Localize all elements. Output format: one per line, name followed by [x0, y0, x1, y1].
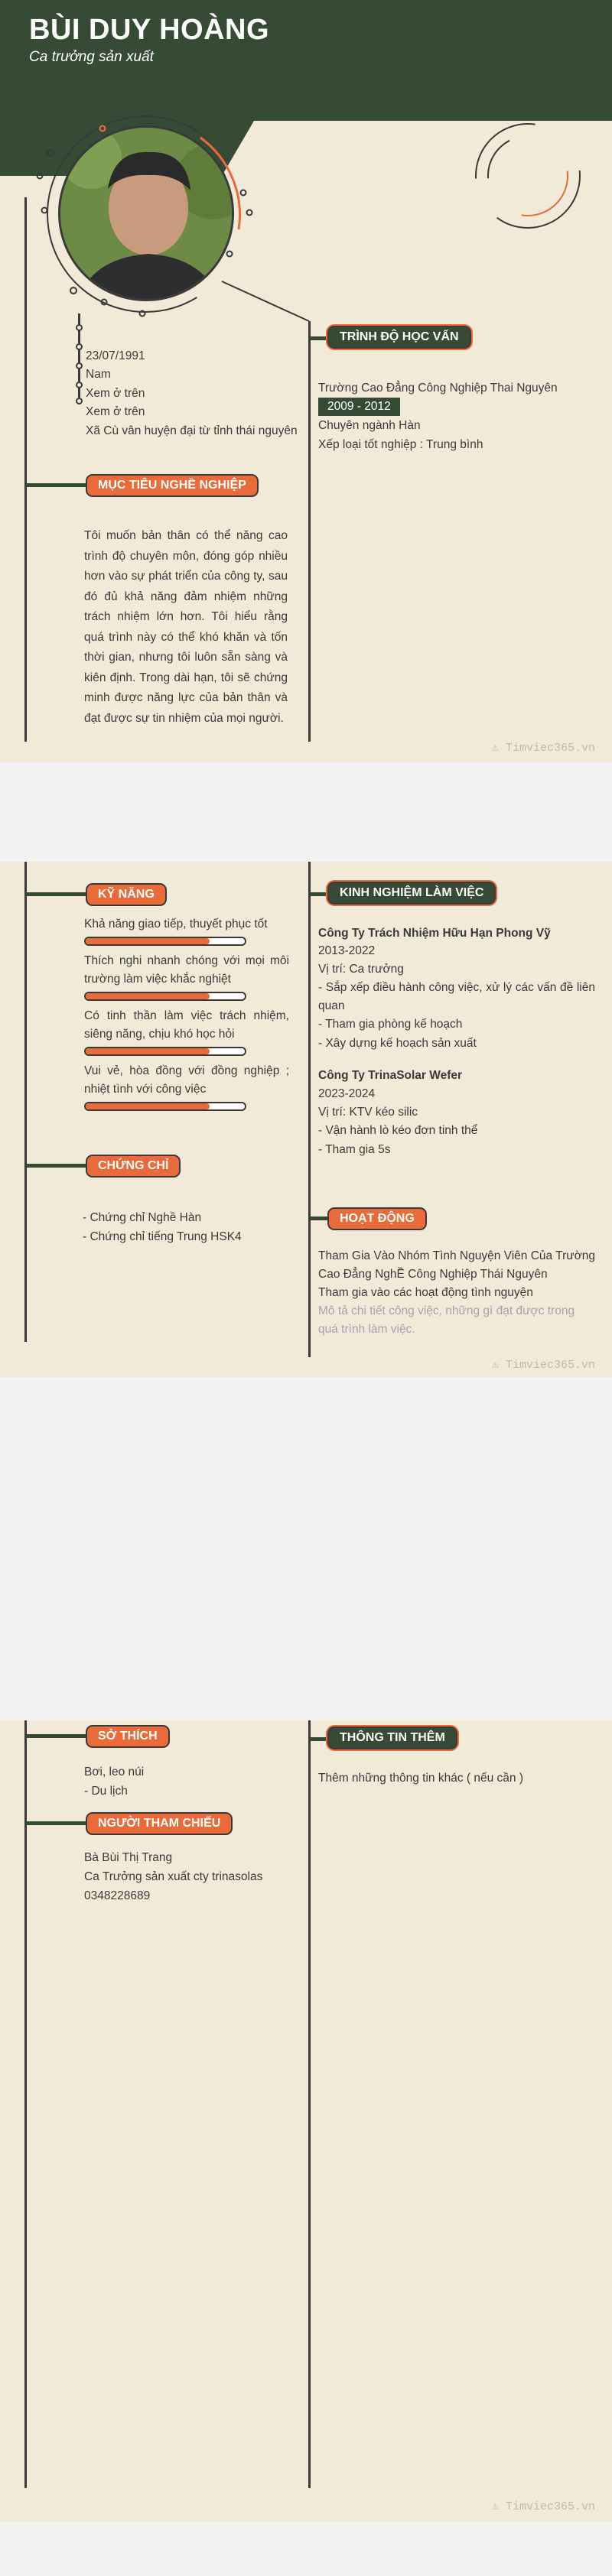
info-dot [76, 324, 83, 331]
references-connector [26, 1821, 87, 1825]
job-duty: - Xây dựng kế hoạch sản xuất [318, 1037, 477, 1050]
info-dot [76, 343, 83, 350]
job-company: Công Ty Trách Nhiệm Hữu Hạn Phong Vỹ [318, 927, 551, 940]
education-period: 2009 - 2012 [318, 398, 400, 416]
skills-heading: KỸ NĂNG [86, 883, 167, 906]
job-period: 2013-2022 [318, 944, 376, 957]
left-column-line [24, 1720, 27, 2488]
job-duty: - Tham gia 5s [318, 1143, 391, 1156]
hobby-item: Bơi, leo núi [84, 1766, 145, 1779]
watermark-text: Timviec365.vn [505, 2500, 595, 2513]
certificate-item: - Chứng chỉ tiếng Trung HSK4 [83, 1230, 242, 1243]
watermark: ⚠ Timviec365.vn [491, 1359, 595, 1372]
skill-level-bar [84, 937, 246, 946]
skill-level-bar [84, 1047, 246, 1056]
cv-page-2 [0, 862, 612, 1377]
education-grade: Xếp loại tốt nghiệp : Trung bình [318, 438, 483, 451]
left-column-line [24, 197, 27, 742]
objective-heading: MỤC TIÊU NGHỀ NGHIỆP [86, 474, 259, 497]
candidate-title: Ca trưởng sản xuất [29, 49, 154, 65]
education-heading: TRÌNH ĐỘ HỌC VẤN [327, 326, 471, 349]
cv-page-3 [0, 1720, 612, 2522]
objective-text: Tôi muốn bản thân có thể năng cao trình độ chuyên môn, đóng góp nhiều hơn vào sự phát triển của công ty, sau đó đủ khả năng đảm nhiệm những trách nhiệm lớn hơn. Tôi hiểu rằng quá trình này có thể khó khăn và tốn thời gian, nhưng tôi luôn sẵn sàng và kiên định. Trong dài hạn, tôi sẽ chứng minh được năng lực của bản thân và đạt được sự tin nhiệm của mọi người. [84, 529, 288, 725]
birthday: 23/07/1991 [86, 349, 145, 362]
skill-level-fill [86, 993, 210, 999]
avatar-placeholder-icon [60, 128, 234, 301]
more-info-text: Thêm những thông tin khác ( nếu cần ) [318, 1772, 524, 1785]
info-dot [76, 382, 83, 388]
hobby-item: - Du lịch [84, 1785, 128, 1798]
email: Xem ở trên [86, 405, 145, 418]
skill-label: Có tinh thần làm việc trách nhiệm, siêng năng, chịu khó học hỏi [84, 1009, 289, 1041]
activities-heading: HOẠT ĐỘNG [327, 1207, 427, 1230]
reference-role: Ca Trưởng sản xuất cty trinasolas [84, 1870, 263, 1883]
activities-text: Tham Gia Vào Nhóm Tình Nguyện Viên Của Trường Cao Đẳng NghỀ Công Nghiệp Thái Nguyên [318, 1249, 596, 1281]
objective-connector [26, 483, 87, 487]
education-school: Trường Cao Đẳng Công Nghiệp Thai Nguyên [318, 382, 558, 395]
watermark: ⚠ Timviec365.vn [491, 742, 595, 755]
reference-phone: 0348228689 [84, 1889, 151, 1902]
left-column-line [24, 862, 27, 1342]
skill-label: Thích nghi nhanh chóng với mọi môi trường làm việc khắc nghiệt [84, 954, 289, 986]
info-dot [76, 362, 83, 369]
skill-label: Vui vẻ, hòa đồng với đồng nghiệp ; nhiệt tình với công việc [84, 1064, 289, 1096]
certificate-item: - Chứng chỉ Nghề Hàn [83, 1211, 202, 1224]
candidate-name: BÙI DUY HOÀNG [29, 14, 270, 46]
phone: Xem ở trên [86, 387, 145, 400]
skill-level-fill [86, 1103, 210, 1109]
avatar [58, 125, 234, 301]
skill-level-fill [86, 1048, 210, 1054]
hobbies-heading: SỞ THÍCH [86, 1725, 170, 1748]
more-info-heading: THÔNG TIN THÊM [327, 1727, 457, 1749]
skill-level-bar [84, 992, 246, 1001]
certificates-connector [26, 1164, 87, 1168]
skill-level-bar [84, 1102, 246, 1111]
references-heading: NGƯỜI THAM CHIẾU [86, 1812, 233, 1835]
center-column-line [308, 1720, 311, 2488]
experience-heading: KINH NGHIỆM LÀM VIỆC [327, 882, 496, 905]
job-period: 2023-2024 [318, 1087, 376, 1100]
job-position: Vị trí: KTV kéo silic [318, 1106, 418, 1119]
skill-level-fill [86, 938, 210, 944]
watermark-text: Timviec365.vn [505, 742, 595, 755]
education-major: Chuyên ngành Hàn [318, 419, 421, 432]
job-company: Công Ty TrinaSolar Wefer [318, 1069, 463, 1082]
reference-name: Bà Bùi Thị Trang [84, 1851, 173, 1864]
center-column-line [308, 862, 311, 1357]
hobbies-connector [26, 1734, 87, 1738]
watermark: ⚠ Timviec365.vn [491, 2500, 595, 2513]
job-duty: - Tham gia phòng kế hoạch [318, 1018, 463, 1031]
cv-page-1 [0, 0, 612, 762]
certificates-heading: CHỨNG CHỈ [86, 1155, 181, 1178]
info-dot [76, 398, 83, 404]
address: Xã Cù vân huyện đại từ tỉnh thái nguyên [86, 424, 298, 437]
job-position: Vị trí: Ca trưởng [318, 963, 404, 976]
center-column-line [308, 321, 311, 742]
skill-label: Khả năng giao tiếp, thuyết phục tốt [84, 918, 268, 931]
activities-joined: Tham gia vào các hoạt động tình nguyện [318, 1286, 533, 1299]
skills-connector [26, 892, 87, 896]
watermark-text: Timviec365.vn [505, 1359, 595, 1372]
job-duty: - Vận hành lò kéo đơn tinh thể [318, 1124, 478, 1137]
activities-placeholder[interactable]: Mô tả chi tiết công việc, những gì đạt được trong quá trình làm việc. [318, 1304, 575, 1336]
job-duty: - Sắp xếp điều hành công việc, xử lý các vấn đề liên quan [318, 981, 595, 1012]
gender: Nam [86, 368, 111, 381]
